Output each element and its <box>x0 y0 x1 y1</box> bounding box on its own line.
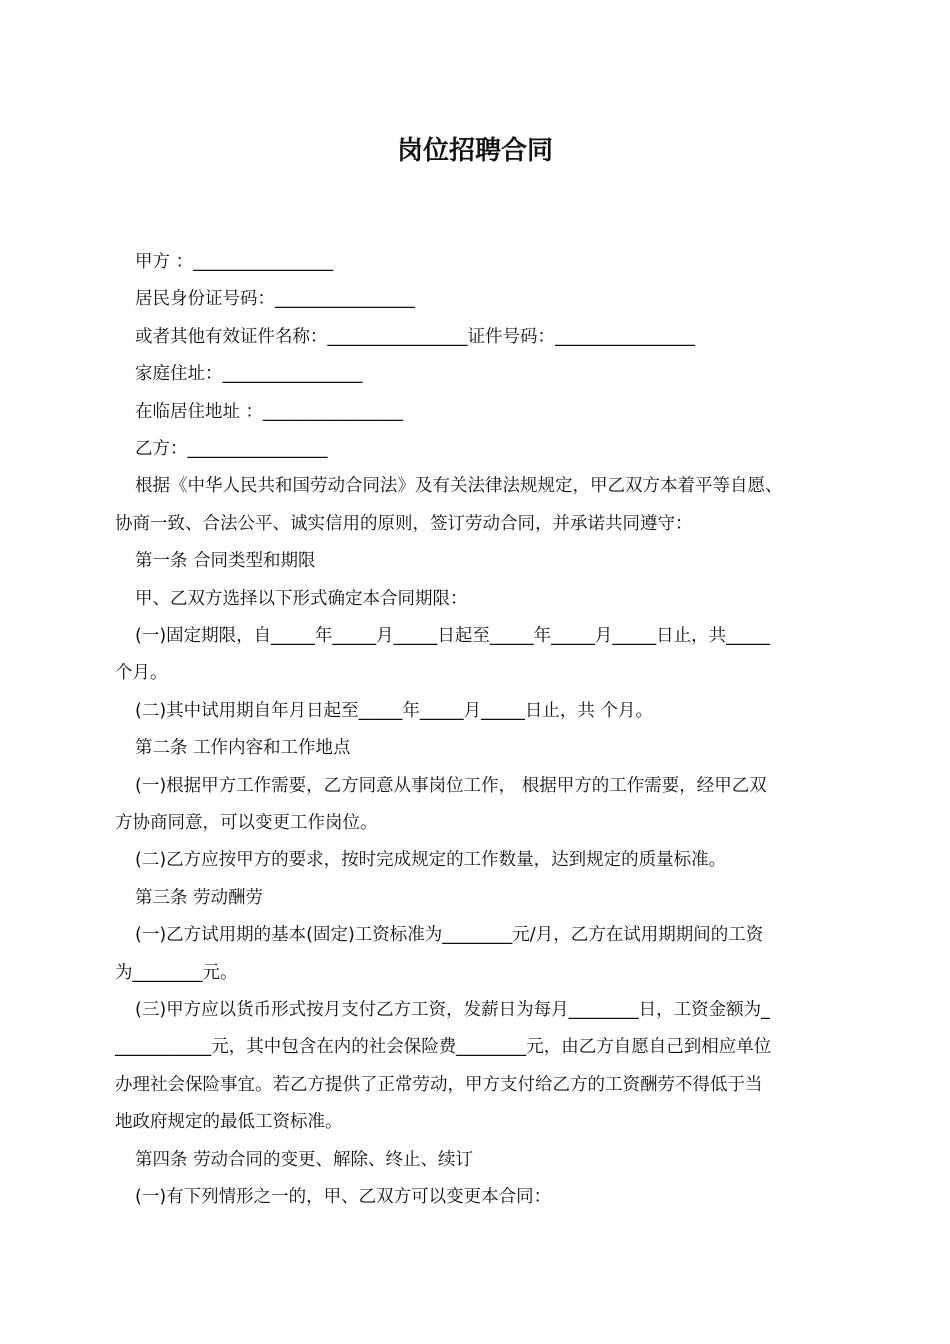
text-line <box>0 281 950 318</box>
text-line-content: 第三条 劳动酬劳 <box>135 887 264 908</box>
text-line-content: 为________元。 <box>115 962 238 983</box>
text-line-content: ___________元，其中包含在内的社会保险费________元，由乙方自愿自己到相应单位 <box>115 1037 772 1058</box>
text-line-content: 根据《中华人民共和国劳动合同法》及有关法律法规规定，甲乙双方本着平等自愿、 <box>135 476 783 497</box>
text-line <box>0 618 950 655</box>
text-line <box>0 955 950 992</box>
text-line <box>0 543 950 580</box>
text-line-content: 甲、乙双方选择以下形式确定本合同期限： <box>135 588 468 609</box>
text-line <box>0 655 950 692</box>
text-line-content: 方协商同意，可以变更工作岗位。 <box>115 813 378 833</box>
text-line-content: (一)根据甲方工作需要，乙方同意从事岗位工作， 根据甲方的工作需要，经甲乙双 <box>135 775 767 796</box>
text-line <box>0 319 950 356</box>
text-line-content: 第四条 劳动合同的变更、解除、终止、续订 <box>135 1149 474 1170</box>
text-line <box>0 805 950 842</box>
text-line-content: 个月。 <box>115 663 168 684</box>
text-line <box>0 730 950 767</box>
text-line-content: (二)其中试用期自年月日起至_____年_____月_____日止，共 个月。 <box>135 700 653 721</box>
text-line-content: 甲方 ：________________ <box>135 252 334 272</box>
text-line <box>0 394 950 431</box>
text-line-content: 第二条 工作内容和工作地点 <box>135 738 351 759</box>
text-line-content: (一)有下列情形之一的，甲、乙双方可以变更本合同： <box>135 1187 552 1207</box>
text-line <box>0 1029 950 1066</box>
text-line <box>0 1067 950 1104</box>
text-line-content: (三)甲方应以货币形式按月支付乙方工资，发薪日为每月________日，工资金额为_ <box>135 1000 770 1020</box>
text-line-content: 或者其他有效证件名称：________________证件号码：________________ <box>135 326 695 347</box>
text-line-content: 第一条 合同类型和期限 <box>135 551 316 572</box>
text-line <box>0 768 950 805</box>
text-line-content: 乙方：________________ <box>135 439 328 459</box>
text-line <box>0 1142 950 1179</box>
text-line-content: (一)乙方试用期的基本(固定)工资标准为________元/月，乙方在试用期期间的工资 <box>135 925 764 946</box>
text-line <box>0 581 950 618</box>
text-line-content: 居民身份证号码：________________ <box>135 289 415 310</box>
text-line <box>0 468 950 505</box>
text-line <box>0 917 950 954</box>
text-line-content: (二)乙方应按甲方的要求，按时完成规定的工作数量，达到规定的质量标准。 <box>135 850 727 871</box>
text-line-content: 地政府规定的最低工资标准。 <box>115 1112 343 1133</box>
text-line-content: 家庭住址：________________ <box>135 364 363 385</box>
text-line <box>0 431 950 468</box>
text-line <box>0 880 950 917</box>
text-line-content: (一)固定期限，自_____年_____月_____日起至_____年_____月_____日止，共_____ <box>135 626 770 646</box>
text-line <box>0 1179 950 1216</box>
text-line <box>0 356 950 393</box>
text-line <box>0 506 950 543</box>
text-line <box>0 992 950 1029</box>
text-line <box>0 693 950 730</box>
text-line <box>0 244 950 281</box>
text-line <box>0 1104 950 1141</box>
text-line <box>0 842 950 879</box>
document-title: 岗位招聘合同 <box>396 136 553 166</box>
text-line-content: 协商一致、合法公平、诚实信用的原则，签订劳动合同，并承诺共同遵守： <box>115 513 693 534</box>
text-line-content: 办理社会保险事宜。若乙方提供了正常劳动，甲方支付给乙方的工资酬劳不得低于当 <box>115 1074 763 1095</box>
text-line-content: 在临居住地址 ：________________ <box>135 401 404 422</box>
